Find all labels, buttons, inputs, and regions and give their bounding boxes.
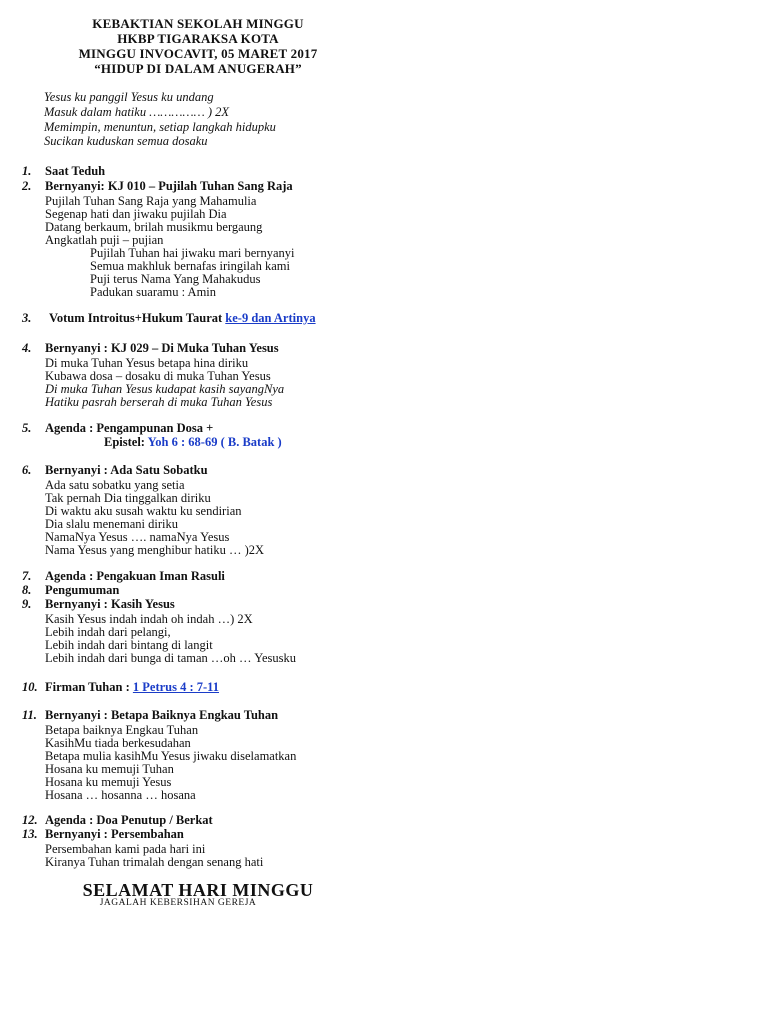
opening-song-line: Memimpin, menuntun, setiap langkah hidupku xyxy=(44,120,276,134)
item-title: Pengumuman xyxy=(45,583,120,597)
lyric-line: Hosana … hosanna … hosana xyxy=(45,788,196,802)
lyric-line: Puji terus Nama Yang Mahakudus xyxy=(90,272,261,286)
lyric-line: Tak pernah Dia tinggalkan diriku xyxy=(45,491,211,505)
item-number: 2. xyxy=(22,179,32,193)
scripture-link[interactable]: 1 Petrus 4 : 7-11 xyxy=(132,680,219,694)
item-title-text: Firman Tuhan : xyxy=(45,680,130,694)
lyric-line: Di muka Tuhan Yesus kudapat kasih sayangNya xyxy=(45,382,285,396)
item-number: 7. xyxy=(22,569,32,583)
lyric-line: Lebih indah dari pelangi, xyxy=(45,625,171,639)
item-number: 10. xyxy=(22,680,38,694)
lyric-line: Dia slalu menemani diriku xyxy=(45,517,178,531)
lyric-line: Lebih indah dari bintang di langit xyxy=(45,638,213,652)
lyric-line: Hosana ku memuji Yesus xyxy=(45,775,172,789)
lyric-line: NamaNya Yesus …. namaNya Yesus xyxy=(45,530,230,544)
lyric-line: Pujilah Tuhan hai jiwaku mari bernyanyi xyxy=(90,246,295,260)
item-number: 11. xyxy=(22,708,37,722)
header-line-2: HKBP TIGARAKSA KOTA xyxy=(117,31,279,46)
epistel-reference: Yoh 6 : 68-69 ( B. Batak ) xyxy=(147,435,282,449)
item-title: Bernyanyi: KJ 010 – Pujilah Tuhan Sang Raja xyxy=(45,179,293,193)
lyric-line: Datang berkaum, brilah musikmu bergaung xyxy=(45,220,263,234)
item-number: 1. xyxy=(22,164,32,178)
lyric-line: Persembahan kami pada hari ini xyxy=(45,842,206,856)
lyric-line: Lebih indah dari bunga di taman …oh … Yesusku xyxy=(45,651,297,665)
lyric-line: Ada satu sobatku yang setia xyxy=(45,478,185,492)
lyric-line: Kubawa dosa – dosaku di muka Tuhan Yesus xyxy=(45,369,271,383)
epistel-label: Epistel: xyxy=(104,435,145,449)
item-number: 4. xyxy=(22,341,32,355)
header-line-4: “HIDUP DI DALAM ANUGERAH” xyxy=(94,61,302,76)
closing-note: JAGALAH KEBERSIHAN GEREJA xyxy=(99,898,257,908)
lyric-line: Nama Yesus yang menghibur hatiku … )2X xyxy=(45,543,265,557)
header-line-3: MINGGU INVOCAVIT, 05 MARET 2017 xyxy=(78,46,318,61)
opening-song-line: Masuk dalam hatiku …………… ) 2X xyxy=(44,105,230,119)
opening-song-line: Yesus ku panggil Yesus ku undang xyxy=(44,90,214,104)
item-title-text: Votum Introitus+Hukum Taurat xyxy=(49,311,223,325)
item-title xyxy=(49,311,316,326)
lyric-line: Hosana ku memuji Tuhan xyxy=(45,762,174,776)
item-number: 9. xyxy=(22,597,32,611)
item-title: Bernyanyi : Ada Satu Sobatku xyxy=(45,463,208,477)
lyric-line: Kiranya Tuhan trimalah dengan senang hati xyxy=(45,855,264,869)
lyric-line: Semua makhluk bernafas iringilah kami xyxy=(90,259,290,273)
item-title: Bernyanyi : Betapa Baiknya Engkau Tuhan xyxy=(45,708,279,722)
item-number: 5. xyxy=(22,421,32,435)
lyric-line: Betapa baiknya Engkau Tuhan xyxy=(45,723,199,737)
opening-song-line: Sucikan kuduskan semua dosaku xyxy=(44,134,208,148)
item-number: 3. xyxy=(22,311,32,325)
item-number: 12. xyxy=(22,813,38,827)
item-number: 6. xyxy=(22,463,32,477)
lyric-line: Hatiku pasrah berserah di muka Tuhan Yesus xyxy=(45,395,273,409)
lyric-line: Di waktu aku susah waktu ku sendirian xyxy=(45,504,242,518)
item-title: Agenda : Pengakuan Iman Rasuli xyxy=(45,569,225,583)
lyric-line: Di muka Tuhan Yesus betapa hina diriku xyxy=(45,356,249,370)
epistel-line xyxy=(104,435,282,450)
reference-link[interactable]: ke-9 dan Artinya xyxy=(225,311,316,325)
item-title: Bernyanyi : Persembahan xyxy=(45,827,184,841)
lyric-line: Padukan suaramu : Amin xyxy=(90,285,217,299)
lyric-line: KasihMu tiada berkesudahan xyxy=(45,736,191,750)
header-line-1: KEBAKTIAN SEKOLAH MINGGU xyxy=(92,16,304,31)
item-title: Agenda : Pengampunan Dosa + xyxy=(45,421,214,435)
lyric-line: Betapa mulia kasihMu Yesus jiwaku diselamatkan xyxy=(45,749,297,763)
item-title: Bernyanyi : Kasih Yesus xyxy=(45,597,175,611)
lyric-line: Pujilah Tuhan Sang Raja yang Mahamulia xyxy=(45,194,257,208)
closing-greeting: SELAMAT HARI MINGGU xyxy=(82,880,314,900)
item-title xyxy=(45,680,219,695)
item-number: 13. xyxy=(22,827,38,841)
lyric-line: Segenap hati dan jiwaku pujilah Dia xyxy=(45,207,227,221)
lyric-line: Angkatlah puji – pujian xyxy=(45,233,164,247)
lyric-line: Kasih Yesus indah indah oh indah …) 2X xyxy=(45,612,253,626)
item-number: 8. xyxy=(22,583,32,597)
item-title: Bernyanyi : KJ 029 – Di Muka Tuhan Yesus xyxy=(45,341,279,355)
item-title: Saat Teduh xyxy=(45,164,106,178)
item-title: Agenda : Doa Penutup / Berkat xyxy=(45,813,213,827)
